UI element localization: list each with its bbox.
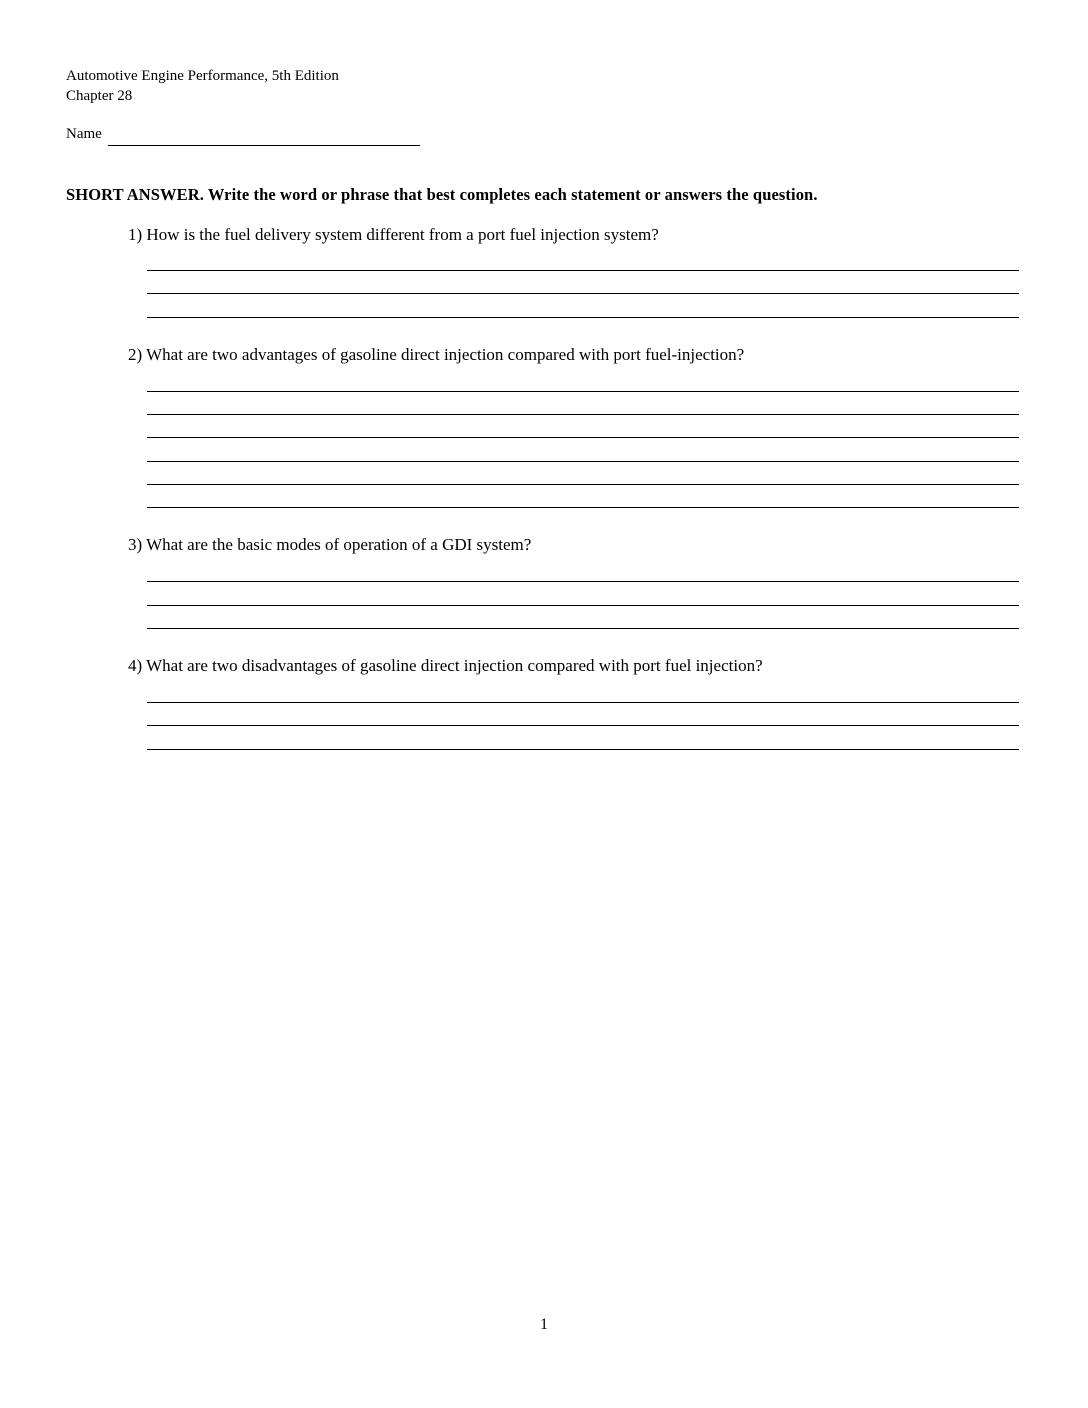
answer-line[interactable] xyxy=(147,461,1019,462)
answer-line[interactable] xyxy=(147,725,1019,726)
answer-line[interactable] xyxy=(147,414,1019,415)
answer-line[interactable] xyxy=(147,270,1019,271)
question-4: 4) What are two disadvantages of gasoline direct injection compared with port fuel injection? xyxy=(128,656,763,675)
answer-line[interactable] xyxy=(147,293,1019,294)
name-field-line[interactable] xyxy=(108,145,420,146)
chapter-label: Chapter 28 xyxy=(66,88,133,104)
question-1: 1) How is the fuel delivery system different from a port fuel injection system? xyxy=(128,225,659,244)
answer-line[interactable] xyxy=(147,437,1019,438)
answer-line[interactable] xyxy=(147,702,1019,703)
answer-line[interactable] xyxy=(147,484,1019,485)
page-number: 1 xyxy=(540,1316,548,1333)
answer-line[interactable] xyxy=(147,628,1019,629)
answer-line[interactable] xyxy=(147,581,1019,582)
answer-line[interactable] xyxy=(147,605,1019,606)
document-title: Automotive Engine Performance, 5th Edition xyxy=(66,68,339,84)
answer-line[interactable] xyxy=(147,391,1019,392)
answer-line[interactable] xyxy=(147,749,1019,750)
answer-line[interactable] xyxy=(147,317,1019,318)
question-2: 2) What are two advantages of gasoline direct injection compared with port fuel-injection? xyxy=(128,345,745,364)
question-3: 3) What are the basic modes of operation of a GDI system? xyxy=(128,535,532,554)
answer-line[interactable] xyxy=(147,507,1019,508)
section-instructions: SHORT ANSWER. Write the word or phrase that best completes each statement or answers the question. xyxy=(66,185,818,204)
name-label: Name xyxy=(66,126,102,142)
